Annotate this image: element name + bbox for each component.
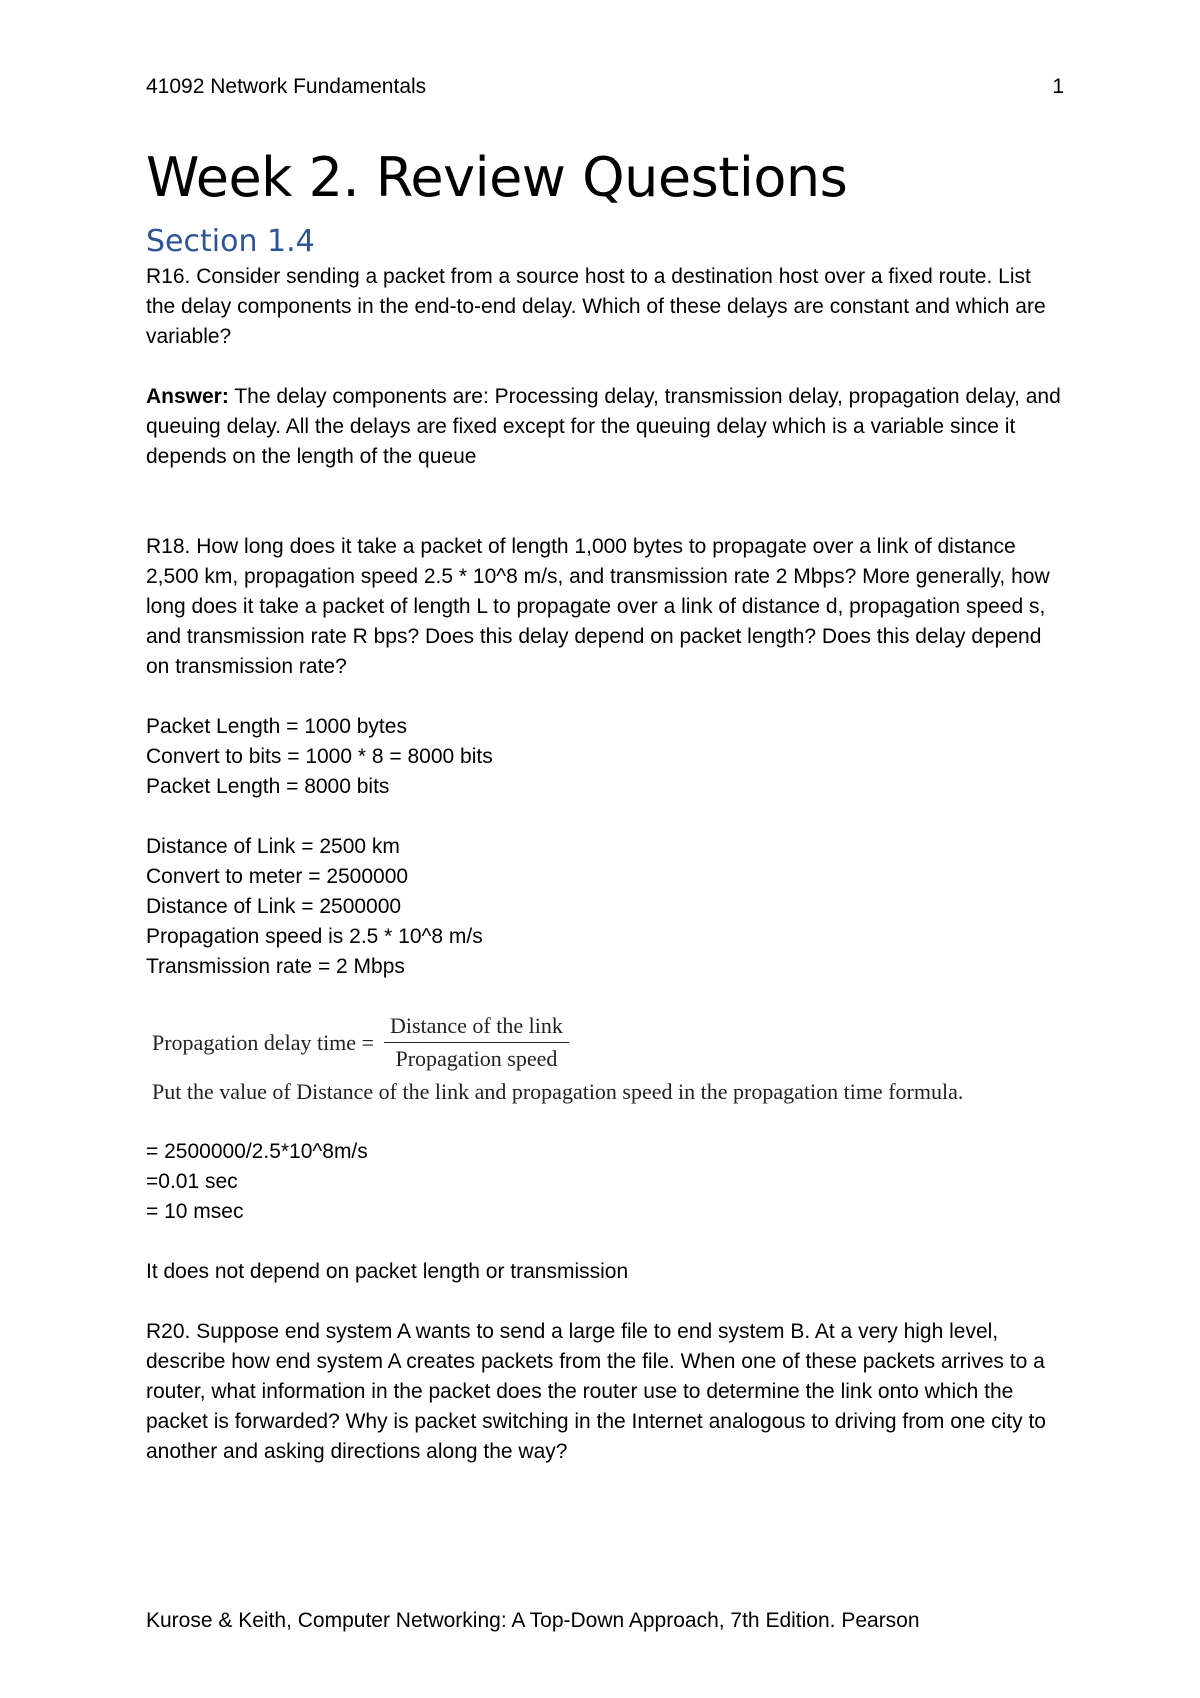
formula-numerator: Distance of the link xyxy=(384,1012,569,1043)
course-name: 41092 Network Fundamentals xyxy=(146,75,427,98)
page-title: Week 2. Review Questions xyxy=(146,146,848,209)
r18-conclusion: It does not depend on packet length or transmission xyxy=(146,1260,629,1283)
page-number: 1 xyxy=(1052,75,1064,98)
packet-length-line: Packet Length = 1000 bytes xyxy=(146,715,407,738)
r16-answer xyxy=(146,382,1064,472)
r20-question: R20. Suppose end system A wants to send a large file to end system B. At a very high level, describe how end system A creates packets from the file. When one of these packets arrives to a router, what information in the packet does the router use to determine the link onto which the packet is forwarded? Why is packet switching in the Internet analogous to driving from one city to another and asking directions along the way? xyxy=(146,1320,1046,1463)
distance-km-line: Distance of Link = 2500 km xyxy=(146,835,400,858)
formula-fraction xyxy=(384,1012,569,1073)
page-header xyxy=(146,74,1064,100)
answer-label: Answer: xyxy=(146,385,229,408)
formula-denominator: Propagation speed xyxy=(395,1046,558,1071)
calc-line: = 10 msec xyxy=(146,1200,244,1223)
propagation-formula-image xyxy=(146,1012,1064,1107)
propagation-formula xyxy=(146,1012,1064,1073)
formula-lhs: Propagation delay time = xyxy=(152,1029,374,1055)
r18-question: R18. How long does it take a packet of length 1,000 bytes to propagate over a link of distance 2,500 km, propagation speed 2.5 * 10^8 m/s, and transmission rate 2 Mbps? More generally, how long does it take a packet of length L to propagate over a link of distance d, propagation speed s, and transmission rate R bps? Does this delay depend on packet length? Does this delay depend on transmission rate? xyxy=(146,535,1050,678)
document-body xyxy=(146,140,1064,1467)
r16-question: R16. Consider sending a packet from a source host to a destination host over a fixed route. List the delay components in the end-to-end delay. Which of these delays are constant and which are variable? xyxy=(146,265,1046,348)
packet-length-bits-line: Packet Length = 8000 bits xyxy=(146,775,390,798)
calc-line: = 2500000/2.5*10^8m/s xyxy=(146,1140,368,1163)
propagation-speed-line: Propagation speed is 2.5 * 10^8 m/s xyxy=(146,925,483,948)
convert-meter-line: Convert to meter = 2500000 xyxy=(146,865,409,888)
transmission-rate-line: Transmission rate = 2 Mbps xyxy=(146,955,405,978)
answer-text: The delay components are: Processing delay, transmission delay, propagation delay, and queuing delay. All the delays are fixed except for the queuing delay which is a variable since it depends on the length of the queue xyxy=(146,385,1061,468)
convert-bits-line: Convert to bits = 1000 * 8 = 8000 bits xyxy=(146,745,493,768)
formula-note: Put the value of Distance of the link and propagation speed in the propagation time formula. xyxy=(152,1079,964,1104)
section-heading: Section 1.4 xyxy=(146,224,315,259)
calc-line: =0.01 sec xyxy=(146,1170,238,1193)
page-footer: Kurose & Keith, Computer Networking: A Top-Down Approach, 7th Edition. Pearson xyxy=(146,1609,920,1632)
distance-m-line: Distance of Link = 2500000 xyxy=(146,895,402,918)
